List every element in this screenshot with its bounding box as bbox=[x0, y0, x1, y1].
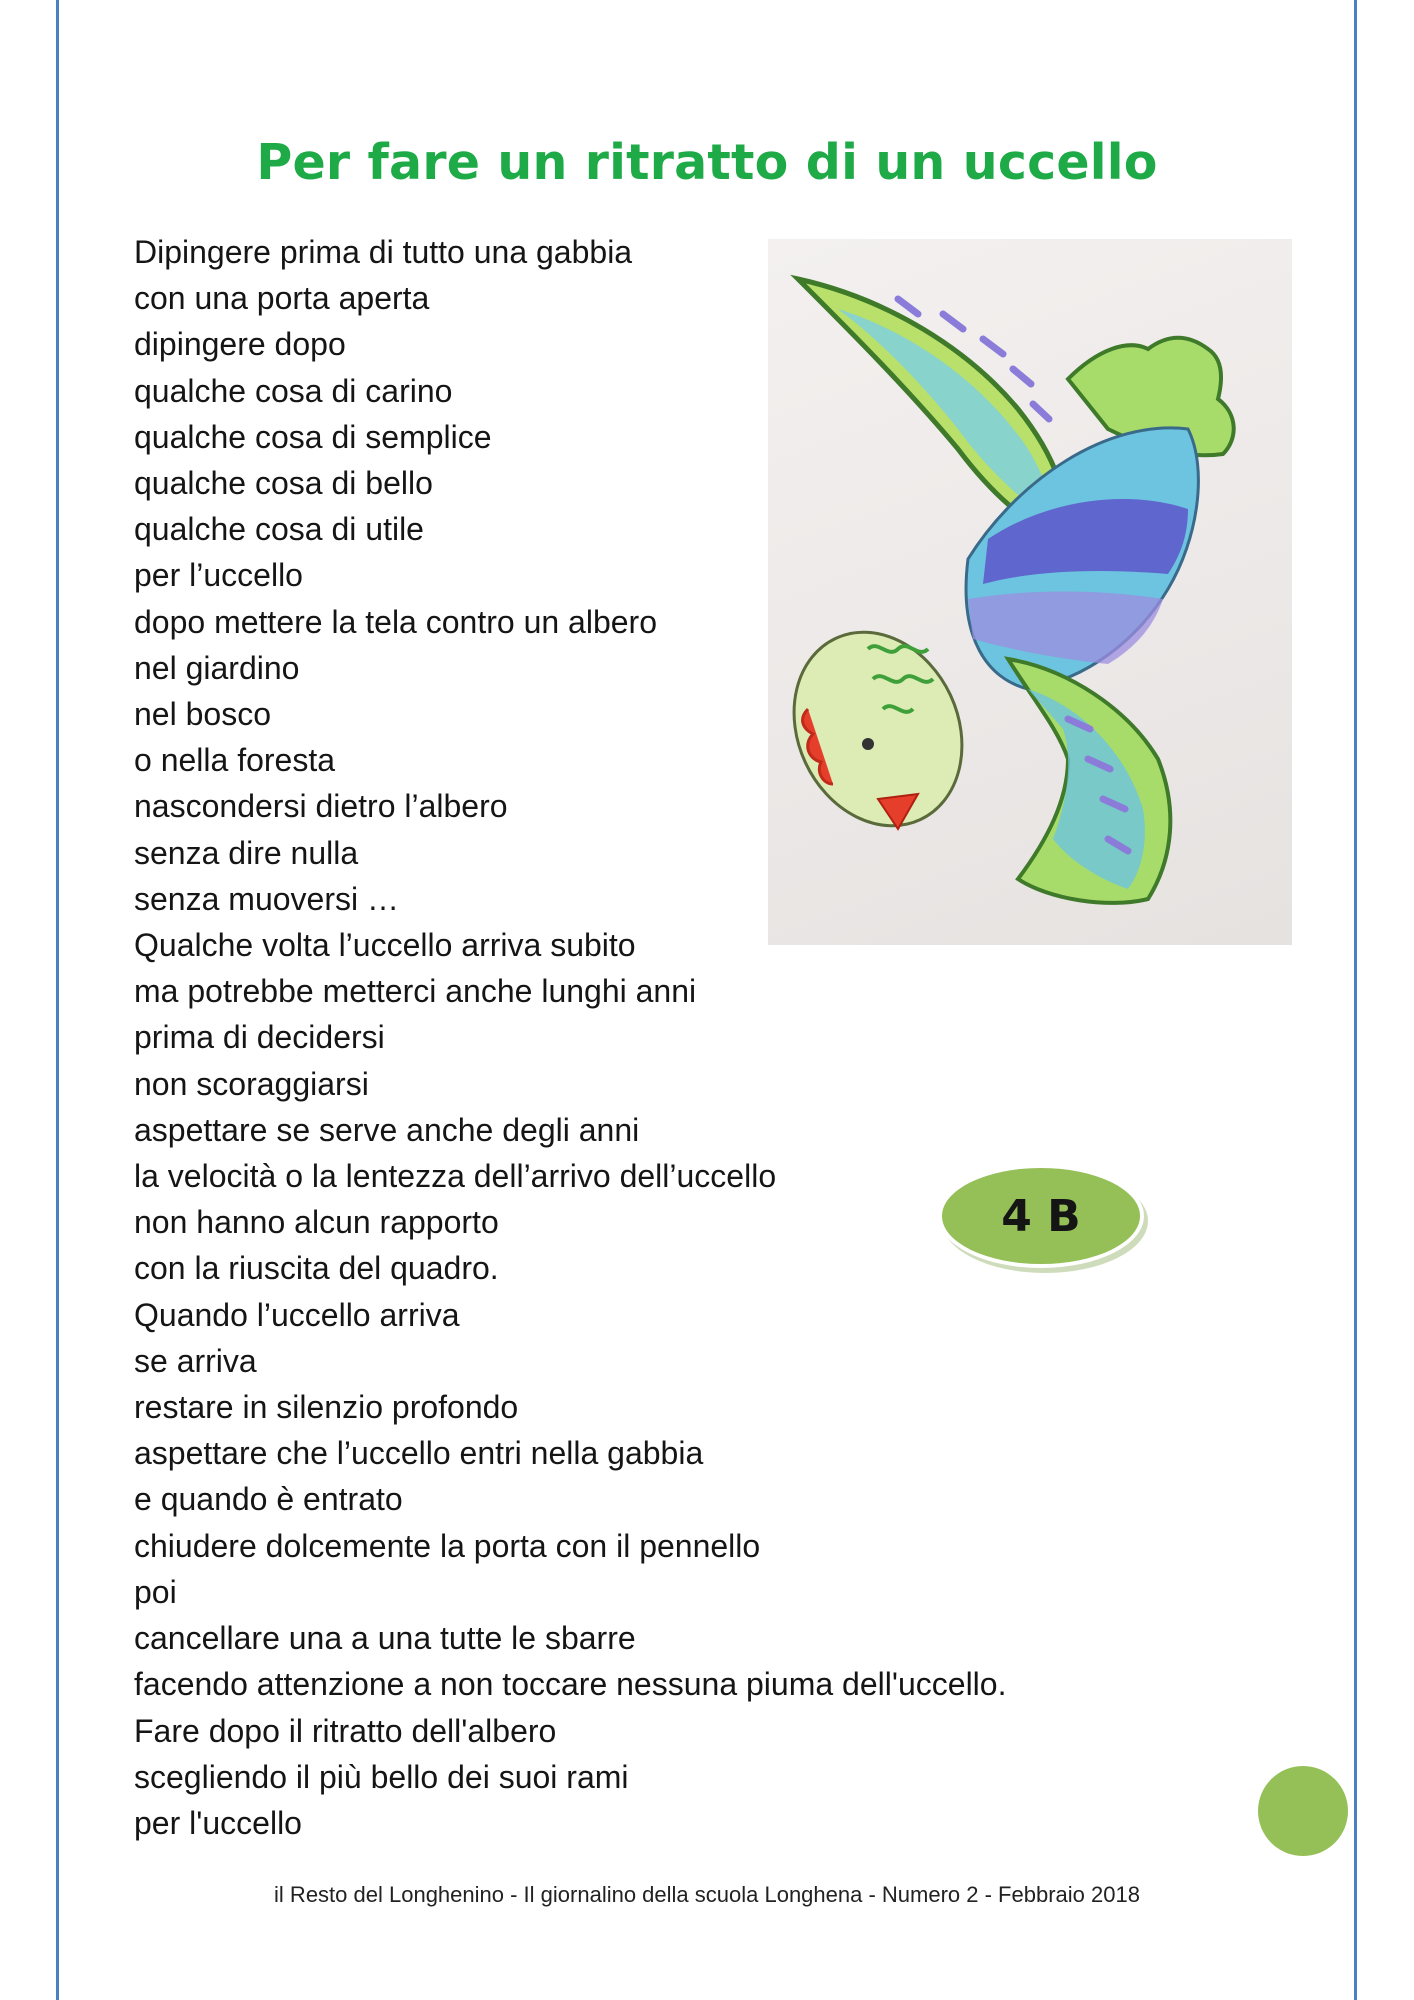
poem-line: cancellare una a una tutte le sbarre bbox=[134, 1620, 636, 1657]
poem-line: la velocità o la lentezza dell’arrivo dell’uccello bbox=[134, 1158, 777, 1195]
poem-line: non scoraggiarsi bbox=[134, 1065, 369, 1102]
page-border-left bbox=[56, 0, 59, 2000]
poem-line: poi bbox=[134, 1573, 177, 1610]
poem-line: qualche cosa di bello bbox=[134, 465, 433, 502]
poem-line: Qualche volta l’uccello arriva subito bbox=[134, 927, 636, 964]
poem-line: dopo mettere la tela contro un albero bbox=[134, 603, 657, 640]
page-footer: il Resto del Longhenino - Il giornalino della scuola Longhena - Numero 2 - Febbraio 2018 bbox=[274, 1882, 1140, 1907]
poem-line: prima di decidersi bbox=[134, 1019, 385, 1056]
poem-line: senza muoversi … bbox=[134, 880, 399, 917]
poem-line: nascondersi dietro l’albero bbox=[134, 788, 508, 825]
poem-line: qualche cosa di carino bbox=[134, 372, 453, 409]
poem-line: nel giardino bbox=[134, 649, 300, 686]
poem-line: per l’uccello bbox=[134, 557, 303, 594]
class-badge: 4 B bbox=[938, 1164, 1144, 1268]
poem-line: nel bosco bbox=[134, 696, 271, 733]
poem-line: Quando l’uccello arriva bbox=[134, 1296, 460, 1333]
bird-watercolor-illustration bbox=[768, 239, 1292, 945]
poem-line: scegliendo il più bello dei suoi rami bbox=[134, 1758, 629, 1795]
poem-line: per l'uccello bbox=[134, 1804, 302, 1841]
poem-line: con una porta aperta bbox=[134, 280, 430, 317]
page-border-right bbox=[1354, 0, 1357, 2000]
poem-line: ma potrebbe metterci anche lunghi anni bbox=[134, 973, 697, 1010]
poem-line: Dipingere prima di tutto una gabbia bbox=[134, 234, 633, 270]
poem-line: Fare dopo il ritratto dell'albero bbox=[134, 1712, 557, 1749]
poem-line: se arriva bbox=[134, 1342, 257, 1379]
poem-line: restare in silenzio profondo bbox=[134, 1389, 519, 1426]
page-title: Per fare un ritratto di un uccello bbox=[256, 134, 1158, 191]
poem-line: non hanno alcun rapporto bbox=[134, 1204, 499, 1241]
decorative-green-dot bbox=[1258, 1766, 1348, 1856]
poem-line: chiudere dolcemente la porta con il pennello bbox=[134, 1527, 761, 1564]
poem-line: dipingere dopo bbox=[134, 326, 346, 363]
poem-line: facendo attenzione a non toccare nessuna piuma dell'uccello. bbox=[134, 1666, 1007, 1703]
poem-line: aspettare se serve anche degli anni bbox=[134, 1111, 640, 1148]
poem-line: o nella foresta bbox=[134, 742, 336, 779]
poem-line: qualche cosa di semplice bbox=[134, 418, 492, 455]
poem-line: con la riuscita del quadro. bbox=[134, 1250, 499, 1287]
poem-line: aspettare che l’uccello entri nella gabbia bbox=[134, 1435, 704, 1472]
poem-line: qualche cosa di utile bbox=[134, 511, 424, 548]
poem-line: e quando è entrato bbox=[134, 1481, 403, 1518]
poem-line: senza dire nulla bbox=[134, 834, 359, 871]
